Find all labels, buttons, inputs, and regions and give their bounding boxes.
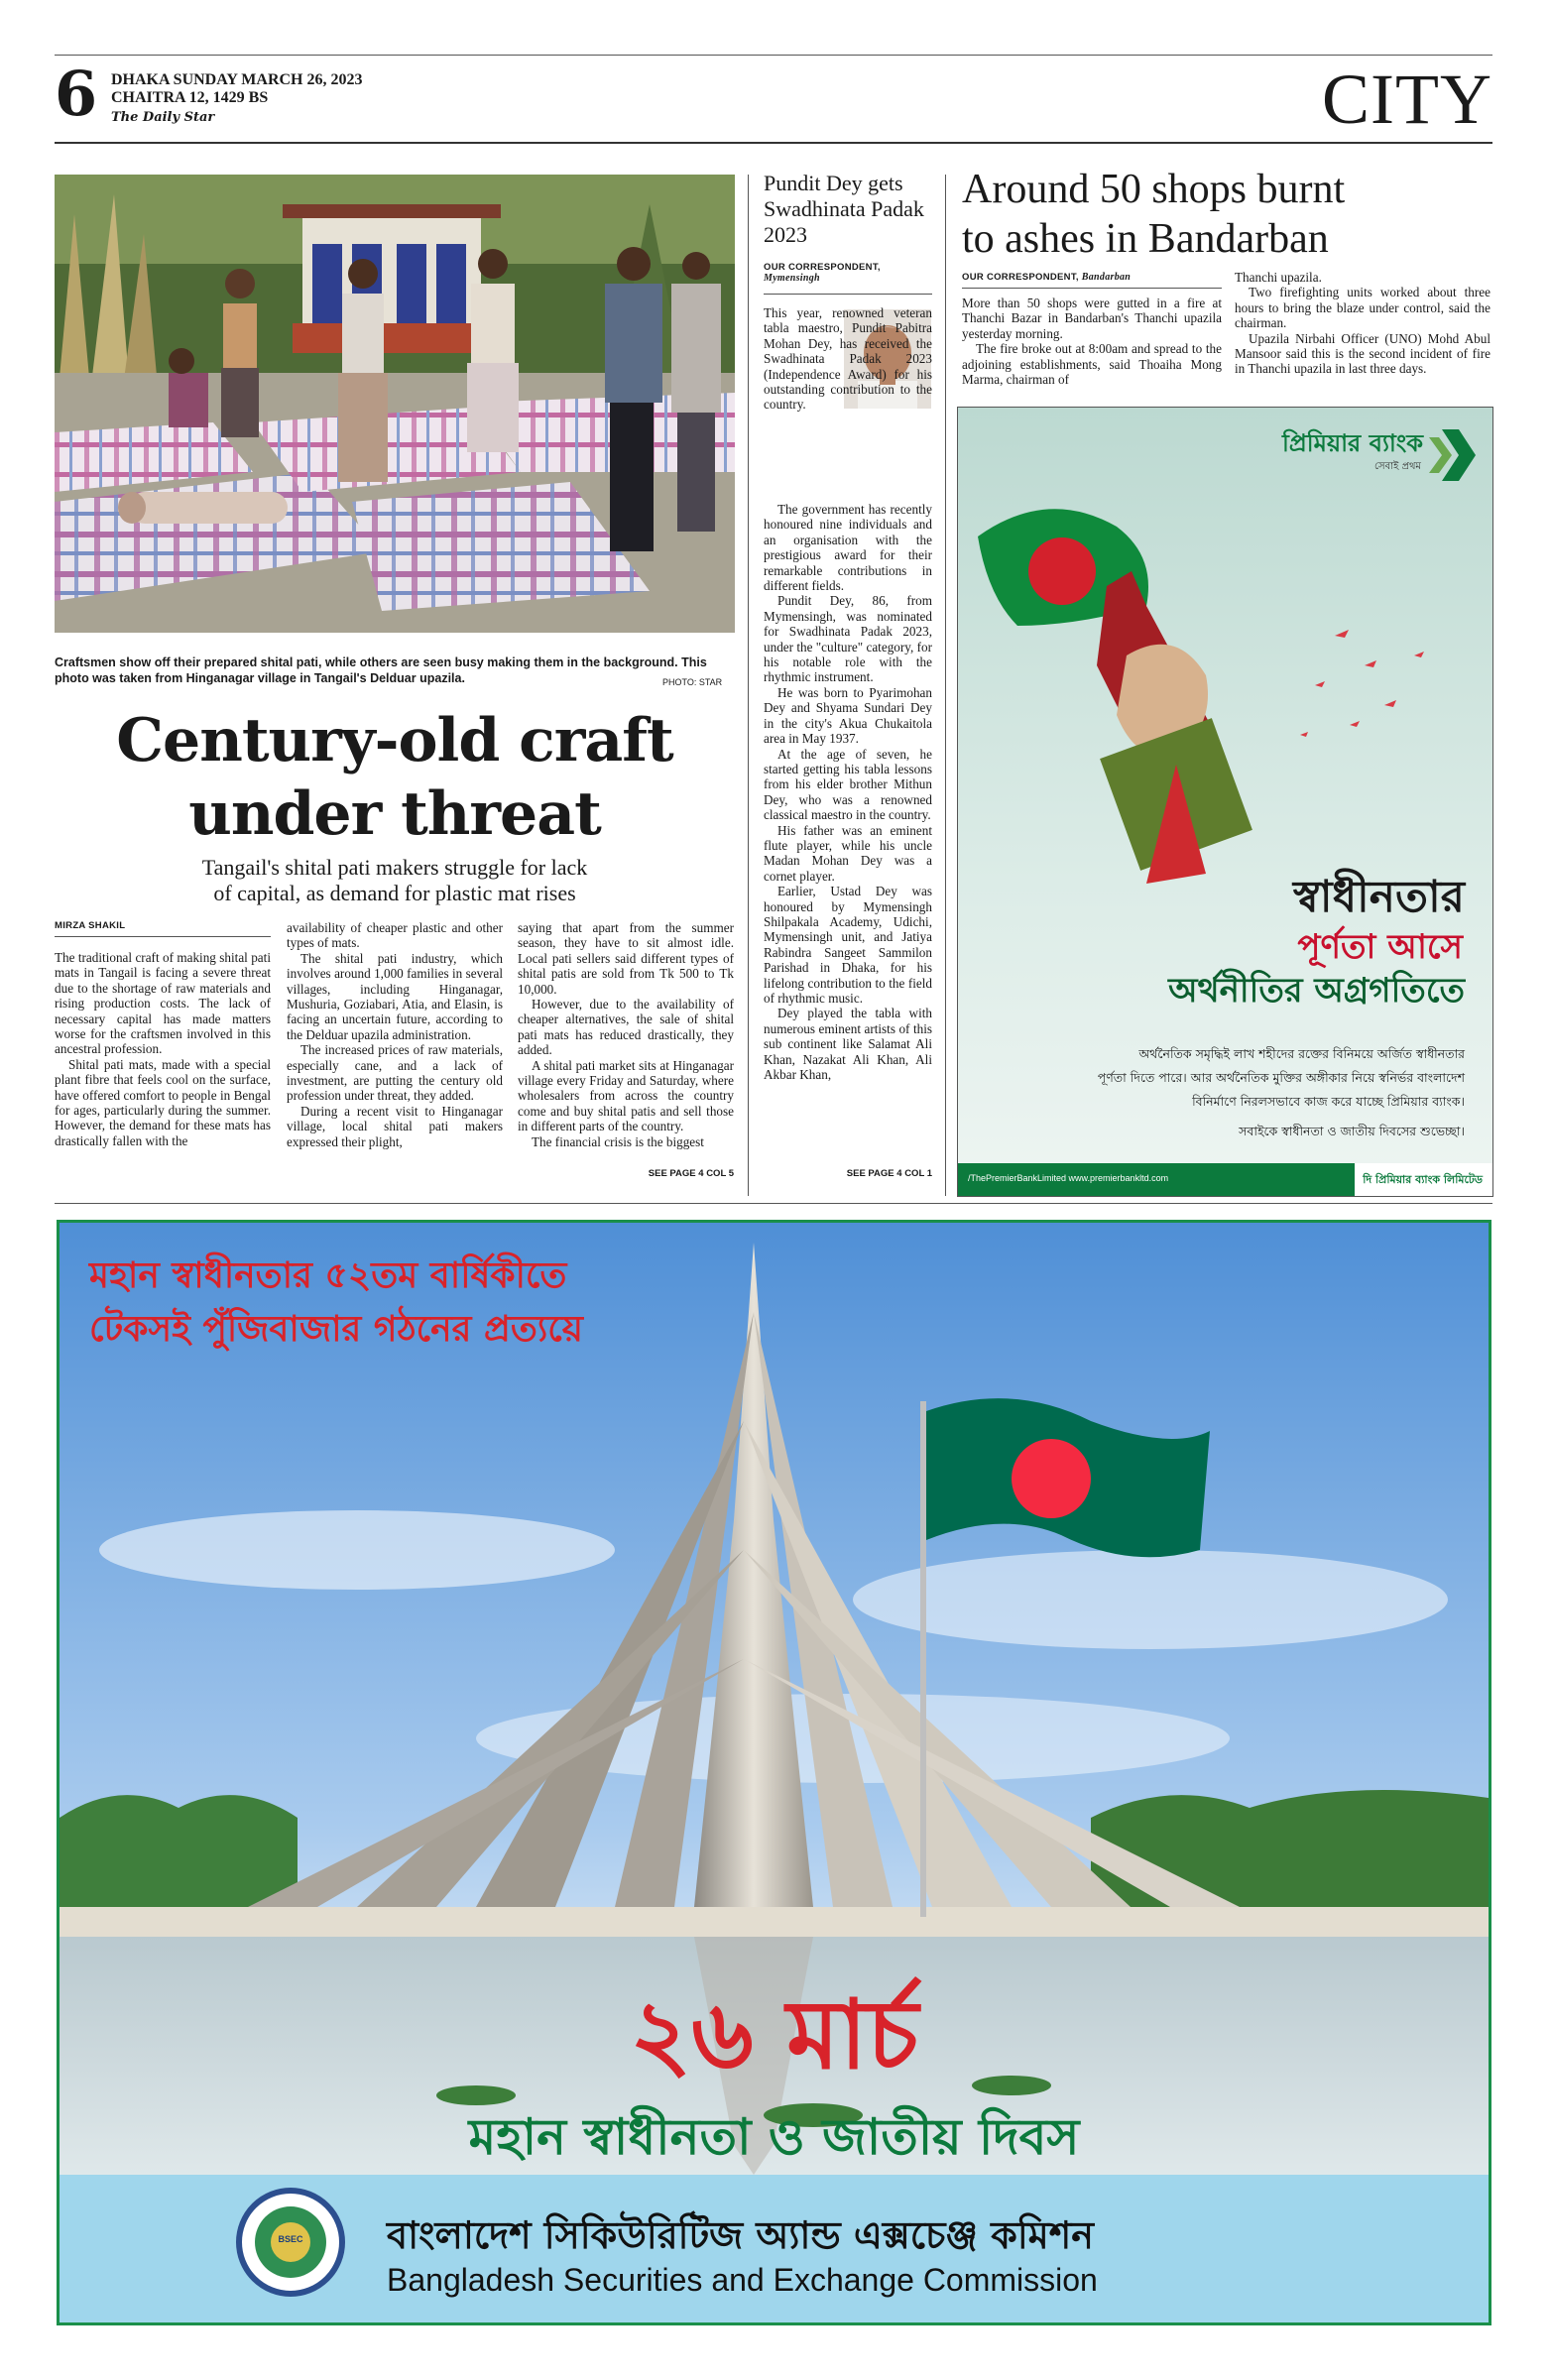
pundit-p5: His father was an eminent flute player, while his uncle Madan Mohan Dey was a cornet player.	[764, 822, 932, 884]
bsec-logo: BSEC	[278, 2234, 303, 2244]
shital-pati-photo	[55, 175, 735, 633]
main-col3-p3: A shital pati market sits at Hinganagar village every Friday and Saturday, where wholesalers from across the country come and buy shital patis and sell those in different parts of the country.	[518, 1057, 734, 1134]
bandarban-headline-line2: to ashes in Bandarban	[962, 216, 1329, 262]
bandarban-col1-p2: The fire broke out at 8:00am and spread to the adjoining establishments, said Thoaiha Mong Marma, chairman of	[962, 341, 1222, 388]
page-number: 6	[55, 58, 98, 130]
pundit-byline	[764, 262, 881, 284]
bsec-top-line2: টেকসই পুঁজিবাজার গঠনের প্রত্যয়ে	[89, 1309, 583, 1350]
bsec-ad	[57, 1220, 1491, 2325]
bandarban-rule	[962, 288, 1222, 289]
main-col3-p2: However, due to the availability of cheaper alternatives, the sale of shital pati mats has reduced drastically, they added.	[518, 997, 734, 1058]
bsec-org-bangla: বাংলাদেশ সিকিউরিটিজ অ্যান্ড এক্সচেঞ্জ কমিশন	[387, 2213, 1094, 2257]
mid-rule	[55, 1203, 1492, 1204]
pundit-lead: This year, renowned veteran tabla maestro, Pundit Pabitra Mohan Dey, has received the Swadhinata Padak 2023 (Independence Award) for his outstanding contribution to the country.	[764, 305, 932, 413]
main-col1-p1: The traditional craft of making shital pati mats in Tangail is facing a severe threat due to the shortage of raw materials and rising production costs. The lack of necessary capital has made matters worse for the craftsmen involved in this ancestral profession.	[55, 950, 271, 1057]
pundit-p3: He was born to Pyarimohan Dey and Shyama Sundari Dey in the city's Akua Chukaitola area in May 1937.	[764, 684, 932, 747]
section-title: CITY	[1322, 60, 1492, 139]
premier-body-line1: অর্থনৈতিক সমৃদ্ধিই লাখ শহীদের রক্তের বিনিময়ে অর্জিত স্বাধীনতার	[1138, 1046, 1465, 1061]
bandarban-col2-p2: Two firefighting units worked about three hours to bring the blaze under control, said the chairman.	[1235, 285, 1490, 331]
bandarban-col2-p1: Thanchi upazila.	[1235, 270, 1322, 285]
premier-greeting: সবাইকে স্বাধীনতা ও জাতীয় দিবসের শুভেচ্ছা।	[1239, 1124, 1465, 1138]
premier-bank-name: প্রিমিয়ার ব্যাংক	[1281, 429, 1423, 457]
main-col2-p3: The increased prices of raw materials, especially cane, and a lack of investment, are putting the century old profession under threat, they added.	[287, 1042, 503, 1104]
column-rule-1	[748, 175, 749, 1196]
premier-tagline: সেবাই প্রথম	[1373, 461, 1421, 472]
top-rule	[55, 55, 1492, 56]
bangla-date: CHAITRA 12, 1429 BS	[111, 89, 269, 106]
main-col1-p2: Shital pati mats, made with a special plant fibre that feels cool on the surface, have offered comfort to people in Bengal for ages, particularly during the summer. However, the demand for these mats has drastically fallen with the	[55, 1056, 271, 1148]
main-col2-p1: availability of cheaper plastic and other types of mats.	[287, 920, 503, 951]
bandarban-col-2	[1235, 270, 1490, 377]
main-subhead	[55, 855, 735, 906]
paper-name: The Daily Star	[111, 110, 215, 125]
premier-footer-right: দি প্রিমিয়ার ব্যাংক লিমিটেড	[1363, 1173, 1483, 1186]
column-rule-2	[945, 175, 946, 1196]
pundit-p2: Pundit Dey, 86, from Mymensingh, was nominated for Swadhinata Padak 2023, under the "culture" category, for his notable role with the rhythmic instrument.	[764, 593, 932, 685]
main-col3-p4: The financial crisis is the biggest	[532, 1133, 704, 1149]
bandarban-headline-line1: Around 50 shops burnt	[962, 167, 1346, 212]
bandarban-col-1	[962, 296, 1222, 387]
premier-headline-2: পূর্ণতা আসে	[1297, 927, 1463, 967]
bandarban-byline-location: Bandarban	[1081, 272, 1132, 283]
pundit-byline-label: OUR CORRESPONDENT,	[764, 262, 881, 273]
main-headline	[55, 704, 735, 851]
pundit-p6: Earlier, Ustad Dey was honoured by Mymensingh Shilpakala Academy, Udichi, Mymensingh unit, and Jatiya Rabindra Sangeet Sammilon Parishad in Dhaka, for his lifelong contribution to the field of rhythmic music.	[764, 884, 932, 1006]
bandarban-headline	[962, 165, 1492, 264]
pundit-rule	[764, 294, 932, 295]
main-col2-p2: The shital pati industry, which involves around 1,000 families in several villages, including Hinganagar, Mushuria, Goziabari, Atia, and Elasin, is facing an uncertain future, according to the Delduar upazila administration.	[287, 950, 503, 1042]
main-subhead-line1: Tangail's shital pati makers struggle for lack	[201, 855, 588, 880]
premier-body-line3: বিনির্মাণে নিরলসভাবে কাজ করে যাচ্ছে প্রিমিয়ার ব্যাংক।	[1192, 1094, 1465, 1109]
bsec-org-english: Bangladesh Securities and Exchange Commission	[387, 2262, 1098, 2298]
bandarban-col1-p1: More than 50 shops were gutted in a fire at Thanchi Bazar in Bandarban's Thanchi upazila yesterday morning.	[962, 296, 1222, 341]
premier-body	[989, 1042, 1465, 1143]
main-subhead-line2: of capital, as demand for plastic mat rises	[213, 881, 576, 905]
main-jump: SEE PAGE 4 COL 5	[648, 1168, 734, 1179]
main-col2-p4: During a recent visit to Hinganagar village, local shital pati makers expressed their plight,	[287, 1103, 503, 1149]
pundit-byline-location: Mymensingh	[764, 273, 820, 284]
bandarban-col2-p3: Upazila Nirbahi Officer (UNO) Mohd Abul Mansoor said this is the second incident of fire in Thanchi upazila in last three days.	[1235, 330, 1490, 377]
main-byline: MIRZA SHAKIL	[55, 920, 126, 931]
photo-credit: PHOTO: STAR	[662, 677, 723, 687]
bsec-date: ২৬ মার্চ	[629, 1979, 919, 2090]
main-headline-line2: under threat	[188, 779, 601, 849]
main-headline-line1: Century-old craft	[116, 706, 673, 775]
pundit-body	[764, 502, 932, 1082]
premier-footer-left: /ThePremierBankLimited www.premierbankltd.com	[968, 1173, 1169, 1183]
premier-headline-3: অর্থনীতির অগ্রগতিতে	[1168, 971, 1465, 1011]
pundit-jump: SEE PAGE 4 COL 1	[846, 1168, 932, 1179]
bsec-top-line1: মহান স্বাধীনতার ৫২তম বার্ষিকীতে	[89, 1255, 567, 1296]
premier-headline-1: স্বাধীনতার	[1292, 872, 1465, 922]
main-col-2	[287, 920, 503, 1149]
masthead-rule	[55, 142, 1492, 144]
bsec-occasion: মহান স্বাধীনতা ও জাতীয় দিবস	[468, 2108, 1080, 2166]
premier-bank-ad	[957, 407, 1493, 1197]
main-col-3	[518, 920, 734, 1149]
photo-caption: Craftsmen show off their prepared shital pati, while others are seen busy making them in the background. This photo was taken from Hinganagar village in Tangail's Delduar upazila.	[55, 655, 707, 685]
bandarban-byline	[962, 272, 1131, 283]
main-col-1	[55, 950, 271, 1148]
byline-rule	[55, 936, 271, 937]
bandarban-byline-label: OUR CORRESPONDENT,	[962, 272, 1079, 283]
pundit-p1: The government has recently honoured nine individuals and an organisation with the prestigious award for their remarkable contributions in different fields.	[764, 502, 932, 594]
pundit-p4: At the age of seven, he started getting his tabla lessons from his elder brother Mithun Dey, who was a renowned classical maestro in the country.	[764, 746, 932, 823]
pundit-headline: Pundit Dey gets Swadhinata Padak 2023	[764, 171, 924, 247]
dateline: DHAKA SUNDAY MARCH 26, 2023	[111, 71, 363, 88]
main-col3-p1: saying that apart from the summer season, they have to sit almost idle. Local pati sellers said different types of shital patis are sold from Tk 500 to Tk 10,000.	[518, 920, 734, 997]
premier-body-line2: পূর্ণতা দিতে পারে। আর অর্থনৈতিক মুক্তির অঙ্গীকার নিয়ে স্বনির্ভর বাংলাদেশ	[1097, 1070, 1465, 1085]
pundit-p7: Dey played the tabla with numerous eminent artists of this sub continent like Salamat Ali Khan, Nazakat Ali Khan, Ali Akbar Khan,	[764, 1006, 932, 1083]
